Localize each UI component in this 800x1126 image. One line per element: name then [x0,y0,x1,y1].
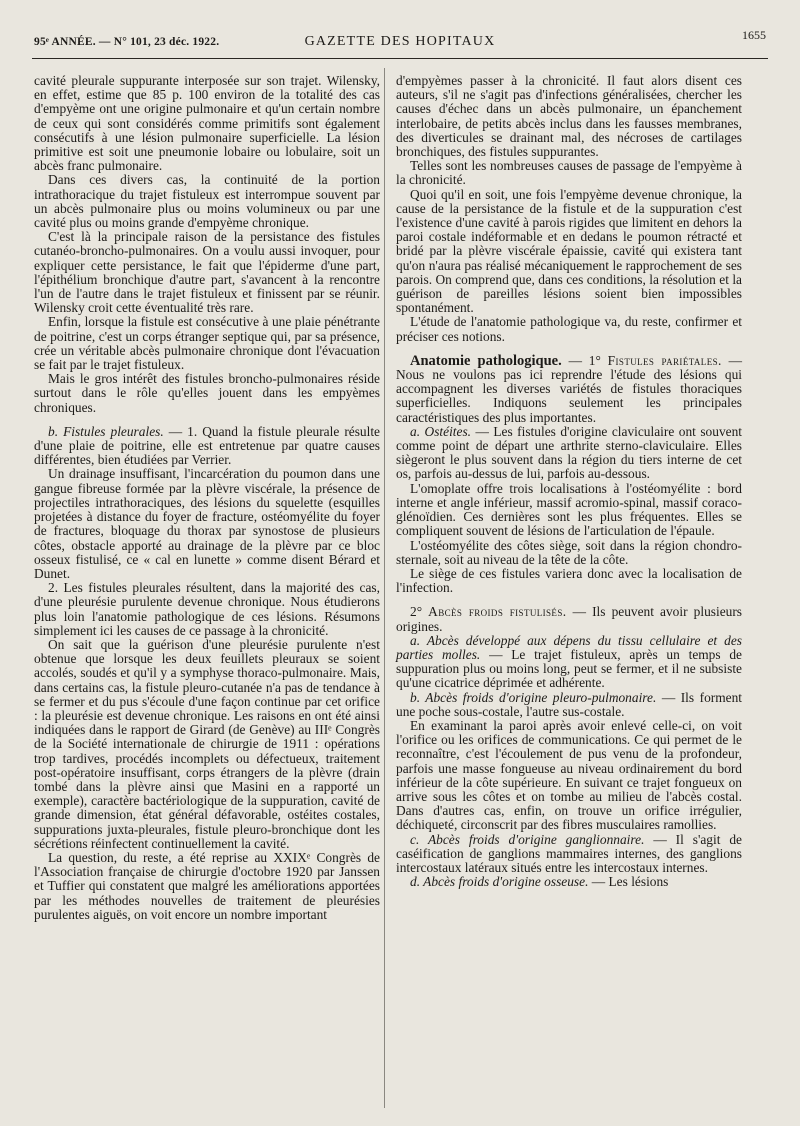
header-rule [32,58,768,59]
page-header [34,30,766,52]
subsection-text: — Les fistules d'origine claviculaire ont souvent comme point de départ une arthrite sterno-claviculaire. Elles siègeront le plus souvent dans la région du tiers interne de cet os, parfois au-dessus de lui, parfois au-dessous. [396,423,742,482]
paragraph: C'est là la principale raison de la persistance des fistules cutanéo-broncho-pulmonaires. On a voulu aussi invoquer, pour expliquer cette persistance, le fait que l'épiderme d'une part, l'épithélium bronchique d'autre part, s'avancent à la rencontre l'un de l'autre dans le trajet fistuleux et finissent par se réunir. Wilensky croit cette éventualité très rare. [34,229,380,316]
paragraph: Telles sont les nombreuses causes de passage de l'empyème à la chronicité. [396,158,742,188]
paragraph: L'étude de l'anatomie pathologique va, du reste, confirmer et préciser ces notions. [396,314,742,344]
section-subtitle: Fistules pariétales. [607,352,722,368]
right-column [396,74,742,889]
paragraph: 2. Les fistules pleurales résultent, dans la majorité des cas, d'une pleurésie purulente devenue chronique. Nous étudierons plus loin l'anatomie pathologique de ces lésions. Résumons simplement ici les causes de ce passage à la chronicité. [34,580,380,638]
section-text: — Nous ne voulons pas ici reprendre l'étude des lésions qui accompagnent les diverses variétés de fistules thoraciques superficielles. Indiquons seulement les principales caractéristiques des plus importantes. [396,352,742,425]
subsection-text: — Les lésions [588,874,669,890]
paragraph: Mais le gros intérêt des fistules broncho-pulmonaires réside surtout dans le rôle qu'elles jouent dans les empyèmes chroniques. [34,371,380,415]
issue-info: 95ᵉ ANNÉE. — N° 101, 23 déc. 1922. [34,36,220,48]
paragraph: L'omoplate offre trois localisations à l'ostéomyélite : bord interne et angle inférieur, massif acromio-spinal, massif coraco-glénoïdien. Ces dernières sont les plus fréquentes. Elles se compliquent souvent de lésions de l'articulation de l'épaule. [396,480,742,539]
subsection-text: — Il s'agit de caséification de ganglions mammaires internes, des ganglions intercostaux latéraux situés entre les intercostaux internes. [396,831,742,875]
paragraph: Dans ces divers cas, la continuité de la portion intrathoracique du trajet fistuleux est interrompue souvent par un abcès pulmonaire plus ou moins volumineux ou par une cavité plus ou moins grande d'empyème chronique. [34,172,380,231]
paragraph: Quoi qu'il en soit, une fois l'empyème devenue chronique, la cause de la persistance de la fistule et de la suppuration c'est l'existence d'une cavité à parois rigides que limitent en dehors la paroi costale indéformable et en dedans le poumon rétracté et bridé par la plèvre viscérale épaissie, cavité qui existera tant qu'on n'aura pas réalisé mécaniquement le rapprochement de ses parois. On comprend que, dans ces conditions, la résolution et la guérison de pareilles lésions soient bien impossibles spontanément. [396,186,742,316]
subsection-paragraph [396,691,742,719]
subsection-paragraph [396,875,742,889]
paragraph: Enfin, lorsque la fistule est consécutive à une plaie pénétrante de poitrine, c'est un corps étranger septique qui, par sa présence, crée un véritable abcès pulmonaire chronique dont l'évacuation se fait par le trajet fistuleux. [34,314,380,373]
subsection-label: b. Abcès froids d'origine pleuro-pulmonaire. [410,689,657,705]
paragraph: cavité pleurale suppurante interposée sur son trajet. Wilensky, en effet, estime que 85 p. 100 environ de la totalité des cas d'empyème ont une origine pulmonaire et qu'un certain nombre de ceux qui sont considérés comme primitifs sont également consécutifs à une lésion pulmonaire superficielle. La lésion primitive est soit une pneumonie lobaire ou lobulaire, soit un abcès franc pulmonaire. [34,73,380,174]
paragraph: Un drainage insuffisant, l'incarcération du poumon dans une gangue fibreuse formée par la plèvre viscérale, la présence de projectiles intrathoraciques, des lésions du squelette (esquilles projetées à distance du foyer de fracture, ostéomyélite du foyer de fractures, bloquage du thorax par synostose de plusieurs côtes, obstacle apporté au drainage de la plèvre par ce bloc osseux fistulisé, ce « cal en lunette » comme disent Bérard et Dunet. [34,466,380,581]
section-dash: — 1° [561,352,608,368]
subsection-text: — Ils forment une poche sous-costale, l'autre sus-costale. [396,689,742,719]
subsection-label: d. Abcès froids d'origine osseuse. [410,874,589,890]
subsection-text: — 1. Quand la fistule pleurale résulte d'une plaie de poitrine, elle est entretenue par quatre causes différentes, bien étudiées par Verrier. [34,423,381,468]
section-subtitle: Abcès froids fistulisés. [428,604,567,620]
subsection-label: a. Abcès développé aux dépens du tissu cellulaire et des parties molles. [396,632,742,662]
paragraph: On sait que la guérison d'une pleurésie purulente n'est obtenue que lorsque les deux feuillets pleuraux se soient accolés, soudés et qu'il y a symphyse thoraco-pulmonaire. Mais, dans certains cas, la fistule pleuro-cutanée n'a pas de tendance à se fermer et du pus s'écoule d'une façon continue par cet orifice : la pleurésie est devenue chronique. Les raisons en ont été ainsi indiquées dans le rapport de Girard (de Genève) au IIIᵉ Congrès de la Société internationale de chirurgie de 1911 : opérations trop tardives, procédés incomplets ou défectueux, traitement post-opératoire insuffisant, corps étrangers de la plèvre (drain tombé dans la plèvre ainsi que Masini en a rapporté un exemple), caractère bactériologique de la suppuration, cavité de grande dimension, état général défavorable, ostéites costales, suppurations juxta-pleurales, fistule pleuro-bronchique dont les sécrétions réinfectent continuellement la cavité. [34,636,380,851]
subsection-text: — Le trajet fistuleux, après un temps de suppuration plus ou moins long, peut se fermer, et il ne subsiste qu'une cicatrice déprimée et adhérente. [396,646,743,691]
subsection-paragraph [396,634,742,691]
left-column [34,74,380,922]
subsection-label: c. Abcès froids d'origine ganglionnaire. [410,831,645,847]
subsection-paragraph [396,425,742,482]
subsection-paragraph [396,833,742,876]
paragraph: La question, du reste, a été reprise au XXIXᵉ Congrès de l'Association française de chirurgie d'octobre 1920 par Janssen et Tuffier qui constatent que malgré les améliorations apportées par les méthodes nouvelles de traitement de pleurésies purulentes aiguës, on voit encore un nombre important [34,849,380,922]
paragraph: d'empyèmes passer à la chronicité. Il faut alors disent ces auteurs, s'il ne s'agit pas d'infections généralisées, chercher les causes d'échec dans un abcès pulmonaire, un épanchement interlobaire, de petits abcès inclus dans les fausses membranes, des diverticules se drainant mal, des nécroses de cartilages bronchiques, des fistules suppurantes. [396,73,742,160]
journal-title: GAZETTE DES HOPITAUX [304,34,496,49]
paragraph: Le siège de ces fistules variera donc avec la localisation de l'infection. [396,565,742,596]
paragraph: L'ostéomyélite des côtes siège, soit dans la région chondro-sternale, soit au niveau de la tête de la côte. [396,537,742,567]
section-paragraph [396,354,742,425]
subsection-label: a. Ostéites. [410,423,472,439]
paragraph: En examinant la paroi après avoir enlevé celle-ci, on voit l'orifice ou les orifices de communications. Ce qui permet de le reconnaître, c'est l'écoulement de pus venu de la profondeur, parfois une masse fongueuse au niveau ordinairement du bord inférieur de la côte supérieure. En suivant ce trajet fongueux on arrive sous les côtes et on tombe au milieu de l'abcès costal. Dans d'autres cas, enfin, on trouve un orifice irrégulier, déchiqueté, circonscrit par des fibres musculaires ramollies. [396,717,742,833]
subsection-paragraph [34,425,380,468]
subsection-label: b. Fistules pleurales. [48,423,164,439]
section-paragraph [396,605,742,633]
page-number: 1655 [742,28,766,42]
column-divider [384,68,385,1108]
section-title: Anatomie pathologique. [410,352,562,369]
section-text: — Ils peuvent avoir plusieurs origines. [396,604,743,634]
section-number: 2° [410,604,429,620]
